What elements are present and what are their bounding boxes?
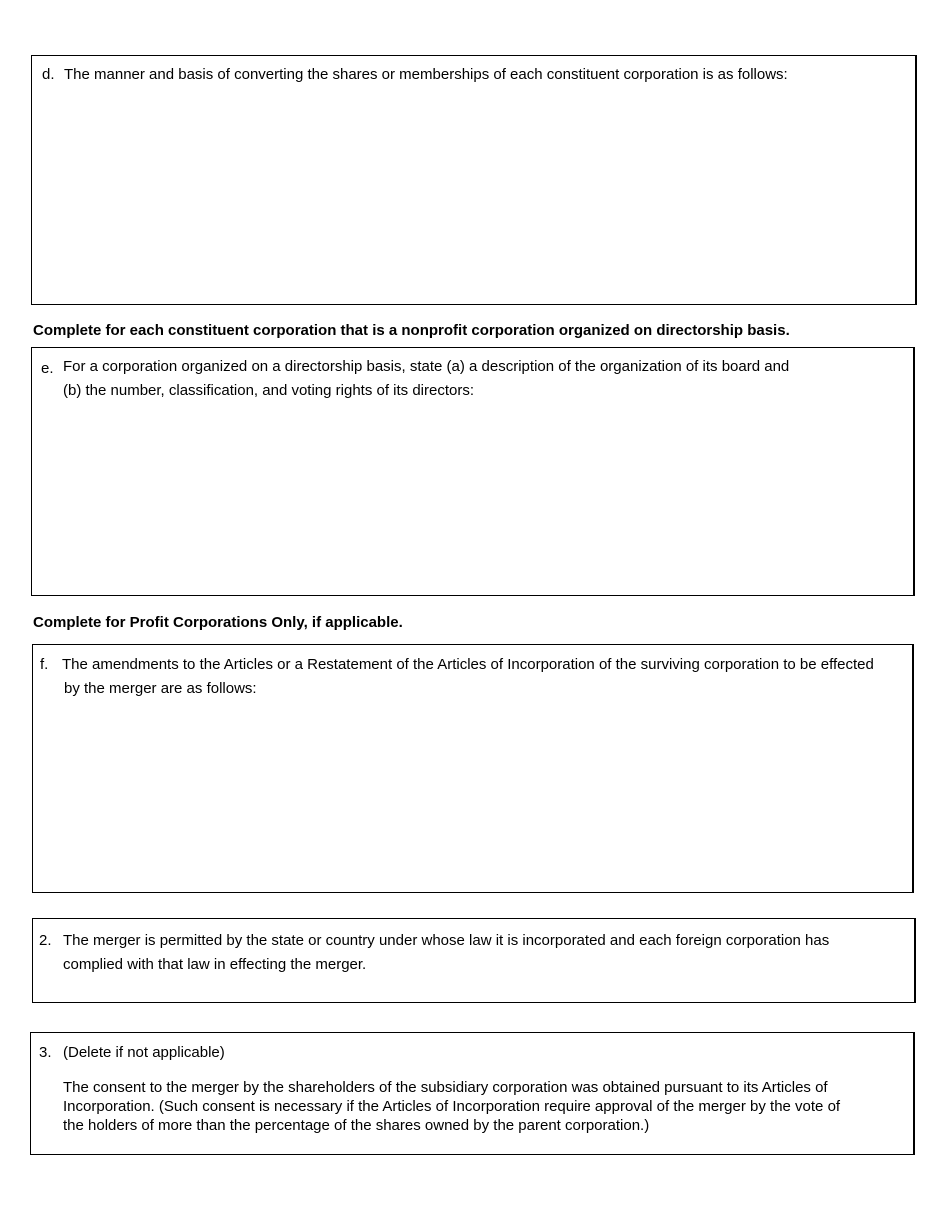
section-f-item bbox=[40, 653, 910, 701]
section-3-line3: the holders of more than the percentage of the shares owned by the parent corporation.) bbox=[63, 1117, 650, 1134]
section-3-line2: Incorporation. (Such consent is necessary if the Articles of Incorporation require approval of the merger by the vote of bbox=[63, 1098, 841, 1115]
section-3-line1: The consent to the merger by the shareholders of the subsidiary corporation was obtained pursuant to its Articles of bbox=[63, 1079, 828, 1096]
section-e-line2: (b) the number, classification, and voting rights of its directors: bbox=[63, 382, 475, 399]
section-3-title-item bbox=[39, 1041, 909, 1065]
section-2-line1: The merger is permitted by the state or country under whose law it is incorporated and each foreign corporation has bbox=[63, 932, 830, 949]
section-e-item bbox=[41, 355, 901, 403]
section-e-line1: For a corporation organized on a directorship basis, state (a) a description of the organization of its board and bbox=[63, 358, 790, 375]
section-3-marker: 3. bbox=[39, 1044, 52, 1061]
section-d-marker: d. bbox=[42, 66, 55, 83]
heading-nonprofit: Complete for each constituent corporation that is a nonprofit corporation organized on directorship basis. bbox=[33, 322, 790, 339]
section-3-body bbox=[63, 1078, 908, 1135]
section-d-item bbox=[42, 63, 902, 87]
section-d-text: The manner and basis of converting the shares or memberships of each constituent corporation is as follows: bbox=[64, 66, 788, 83]
section-2-item bbox=[39, 929, 909, 977]
section-3-title: (Delete if not applicable) bbox=[63, 1044, 225, 1061]
section-f-marker: f. bbox=[40, 656, 49, 673]
section-2-marker: 2. bbox=[39, 932, 52, 949]
section-e-marker: e. bbox=[41, 360, 54, 377]
heading-profit: Complete for Profit Corporations Only, if applicable. bbox=[33, 614, 403, 631]
section-f-line2: by the merger are as follows: bbox=[64, 680, 257, 697]
section-2-line2: complied with that law in effecting the merger. bbox=[63, 956, 367, 973]
section-f-line1: The amendments to the Articles or a Restatement of the Articles of Incorporation of the surviving corporation to be effected bbox=[62, 656, 874, 673]
section-d-box[interactable] bbox=[31, 55, 917, 305]
